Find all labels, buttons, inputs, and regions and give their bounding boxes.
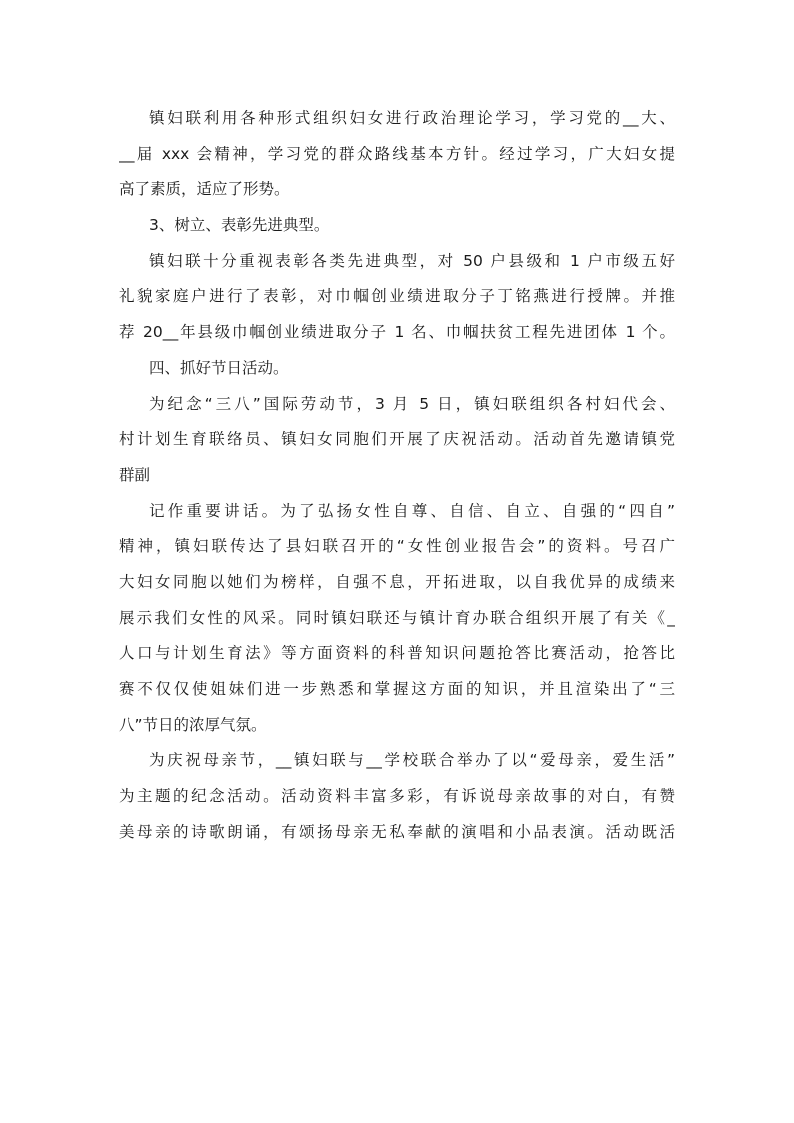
section-heading: 3、树立、表彰先进典型。 <box>149 216 330 235</box>
paragraph-line: 高了素质，适应了形势。 <box>119 180 290 199</box>
paragraph-line: 镇妇联十分重视表彰各类先进典型，对 50 户县级和 1 户市级五好 <box>149 251 675 270</box>
paragraph-line: 荐 20__年县级巾帼创业绩进取分子 1 名、巾帼扶贫工程先进团体 1 个。 <box>119 323 675 342</box>
paragraph-line: 美母亲的诗歌朗诵，有颂扬母亲无私奉献的演唱和小品表演。活动既活 <box>119 822 675 841</box>
paragraph-line: 八”节日的浓厚气氛。 <box>119 715 267 734</box>
paragraph-line: 为主题的纪念活动。活动资料丰富多彩，有诉说母亲故事的对白，有赞 <box>119 787 675 806</box>
paragraph-line: 礼貌家庭户进行了表彰，对巾帼创业绩进取分子丁铭燕进行授牌。并推 <box>119 287 675 306</box>
paragraph-line: 赛不仅仅使姐妹们进一步熟悉和掌握这方面的知识，并且渲染出了“三 <box>119 680 675 698</box>
document-page <box>119 101 675 850</box>
paragraph-line: 为纪念“三八”国际劳动节，3 月 5 日，镇妇联组织各村妇代会、 <box>149 394 675 413</box>
section-heading: 四、抓好节日活动。 <box>149 358 289 377</box>
paragraph-line: 为庆祝母亲节，__镇妇联与__学校联合举办了以“爱母亲，爱生活” <box>149 751 675 770</box>
paragraph-line: __届 xxx 会精神，学习党的群众路线基本方针。经过学习，广大妇女提 <box>119 144 675 163</box>
paragraph-line: 群副 <box>119 465 151 484</box>
paragraph-line: 镇妇联利用各种形式组织妇女进行政治理论学习，学习党的__大、 <box>149 109 675 127</box>
paragraph-line: 精神，镇妇联传达了县妇联召开的“女性创业报告会”的资料。号召广 <box>119 537 675 556</box>
paragraph-line: 村计划生育联络员、镇妇女同胞们开展了庆祝活动。活动首先邀请镇党 <box>119 430 675 449</box>
paragraph-line: 展示我们女性的风采。同时镇妇联还与镇计育办联合组织开展了有关《_ <box>119 608 675 627</box>
paragraph-line: 记作重要讲话。为了弘扬女性自尊、自信、自立、自强的“四自” <box>149 501 675 520</box>
paragraph-line: 大妇女同胞以她们为榜样，自强不息，开拓进取，以自我优异的成绩来 <box>119 572 675 591</box>
paragraph-line: 人口与计划生育法》等方面资料的科普知识问题抢答比赛活动，抢答比 <box>119 644 675 663</box>
